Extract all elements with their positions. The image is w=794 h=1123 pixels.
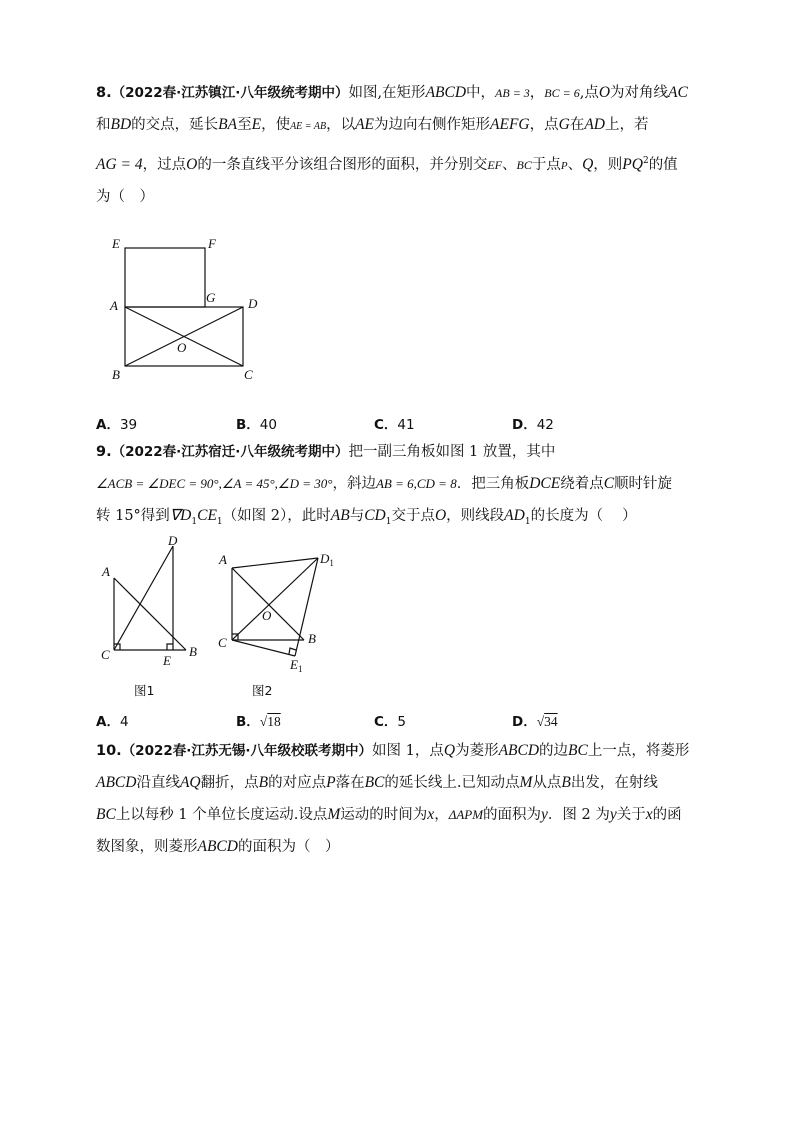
q9-math: CE: [197, 507, 217, 524]
q10-text: 运动的时间为: [340, 807, 428, 823]
q10-text: 数图象，则菱形: [96, 839, 198, 855]
option-label: A．: [96, 714, 120, 730]
q9-math: ∠ACB = ∠DEC = 90°,∠A = 45°,∠D = 30°: [96, 476, 333, 491]
q9-math: 1: [216, 516, 223, 527]
q10-text: 的面积为: [483, 807, 542, 823]
q10-math: BC: [96, 806, 116, 823]
option-value: 39: [119, 417, 138, 433]
q10-text: 如图 1，点: [372, 743, 444, 759]
fig2-label-e: E: [290, 657, 298, 672]
q8-text: 中，: [466, 85, 496, 101]
q8-text: 为（ ）: [96, 189, 154, 205]
q10-math: ABCD: [96, 774, 137, 791]
option-radicand: 18: [267, 714, 281, 729]
q10-text: 沿直线: [136, 775, 180, 791]
q9-math: AB: [330, 507, 350, 524]
q10-text: 关于: [616, 807, 646, 823]
q8-option-a[interactable]: [96, 413, 137, 433]
q8-math: P: [560, 159, 568, 172]
label-e: E: [112, 236, 120, 251]
q9-math: AB = 6,CD = 8: [375, 476, 457, 491]
option-value: 41: [397, 417, 415, 433]
q9-option-c[interactable]: [374, 710, 406, 730]
q9-option-b[interactable]: [236, 710, 281, 730]
q8-text: 、: [567, 156, 583, 173]
q9-math: 1: [191, 516, 198, 527]
q10-math: ΔAPM: [448, 807, 484, 822]
q8-math: G: [558, 116, 570, 133]
q8-text: 为边向右侧作矩形: [374, 117, 491, 133]
fig1-label-e: E: [163, 653, 171, 668]
q8-math: AB = 3: [495, 86, 530, 100]
q10-text: 的延长线上.已知动点: [384, 775, 520, 791]
q9-figure-1: [96, 532, 206, 704]
q8-math: AE: [355, 116, 375, 133]
q8-math: BC: [516, 157, 532, 172]
q10-text: 的面积为（ ）: [237, 839, 340, 855]
q9-text: ．把三角板: [456, 476, 530, 492]
q8-option-d[interactable]: [512, 413, 554, 433]
q10-text: 落在: [335, 775, 365, 791]
fig2-label-a: A: [219, 552, 227, 567]
q10-math: B: [561, 774, 571, 791]
q10-math: M: [327, 806, 341, 823]
q10-math: y: [609, 806, 617, 823]
q10-math: BC: [364, 774, 385, 791]
option-label: A．: [96, 417, 120, 433]
q8-text: 的值: [648, 156, 678, 173]
q10-text: 翻折，点: [200, 775, 259, 791]
q10-text: 上一点，将菱形: [587, 743, 690, 759]
q10-text: ．图 2 为: [547, 807, 610, 823]
q8-line-4: [96, 188, 154, 206]
q9-line-3: [96, 507, 637, 531]
fig2-label-d: D: [320, 551, 330, 566]
q8-text: ，使: [261, 117, 291, 133]
q10-line-4: [96, 838, 339, 856]
label-c: C: [244, 367, 253, 382]
q8-math: AEFG: [490, 116, 530, 133]
q8-math: AG = 4: [96, 155, 143, 173]
q8-text: ，: [529, 85, 545, 101]
fig1-label-b: B: [189, 644, 197, 659]
seg-ce1: [232, 640, 295, 656]
q8-figure: [100, 230, 270, 386]
seg-ab: [114, 578, 186, 650]
q9-figure-2: [212, 540, 352, 704]
fig2-label-c: C: [218, 635, 227, 650]
q8-text: ，点: [529, 117, 559, 133]
q8-text: 的一条直线平分该组合图形的面积，并分别交: [197, 156, 488, 173]
q8-option-b[interactable]: [236, 413, 277, 433]
q8-math: AD: [584, 116, 606, 133]
q8-math: BA: [218, 116, 238, 133]
q9-text: 顺时针旋: [614, 476, 673, 492]
label-o: O: [177, 340, 187, 355]
q9-text: 把一副三角板如图 1 放置，其中: [348, 444, 556, 460]
option-value: √34: [536, 714, 558, 729]
q8-math: O: [186, 155, 198, 173]
option-label: D．: [512, 417, 537, 433]
q10-math: B: [258, 774, 269, 791]
option-value: √18: [259, 714, 281, 729]
q9-math: ∇D: [169, 507, 192, 524]
q9-math: O: [434, 507, 447, 524]
fig2-label-d1: [319, 551, 334, 568]
q9-math: CD: [364, 507, 386, 524]
right-angle-e1: [289, 648, 296, 654]
q10-line-3: [96, 806, 682, 824]
q9-text: ，斜边: [332, 476, 376, 492]
q8-math: EF: [487, 157, 502, 172]
label-g: G: [206, 290, 216, 305]
option-label: C．: [374, 714, 398, 730]
seg-cd1: [232, 558, 318, 640]
q8-math: BD: [110, 116, 132, 133]
q10-text: 从点: [532, 775, 562, 791]
q10-text: 的边: [539, 743, 569, 759]
q10-math: ABCD: [498, 742, 540, 759]
q9-math: AD: [504, 507, 525, 524]
q10-text: 的函: [652, 807, 682, 823]
q8-text: 、: [502, 156, 517, 173]
fig2-label-d1-sub: 1: [329, 558, 334, 568]
q8-source: （2022春·江苏镇江·八年级统考期中）: [111, 85, 349, 101]
q8-text: 如图,在矩形: [348, 85, 426, 101]
q8-text: 至: [237, 117, 252, 133]
q8-number: 8.: [96, 85, 112, 101]
fig2-label-e1: [289, 657, 302, 674]
q10-math: y: [541, 806, 548, 823]
fig2-label-b: B: [308, 631, 316, 646]
fig2-caption: 图2: [252, 683, 273, 698]
fig1-caption: 图1: [134, 683, 155, 698]
q10-math: M: [519, 774, 533, 791]
option-value: 42: [536, 417, 554, 433]
q10-number: 10.: [96, 743, 122, 759]
q8-math: PQ: [622, 155, 643, 173]
fig1-label-d: D: [168, 533, 178, 548]
q10-text: 上以每秒 1 个单位长度运动.设点: [115, 807, 328, 823]
q8-math: AC: [668, 84, 688, 101]
q8-text: ,点: [579, 85, 599, 101]
q10-text: ，: [434, 807, 449, 823]
q9-text: 绕着点: [560, 476, 604, 492]
q9-text: 交于点: [391, 508, 435, 524]
q9-text: （如图 2），此时: [222, 508, 331, 524]
option-label: C．: [374, 417, 398, 433]
q8-text: ，过点: [142, 156, 187, 173]
option-radicand: 34: [544, 714, 558, 729]
label-f: F: [208, 236, 216, 251]
q9-number: 9.: [96, 444, 112, 460]
q8-math: Q: [582, 155, 594, 173]
option-value: 4: [119, 714, 129, 730]
fig1-label-a: A: [102, 564, 110, 579]
q8-text: 和: [96, 117, 111, 133]
q10-math: P: [326, 774, 336, 791]
q10-math: AQ: [179, 774, 201, 791]
option-value: 40: [259, 417, 277, 433]
q10-line-2: [96, 774, 658, 792]
q9-text: 与: [349, 508, 365, 524]
q8-text: ，则: [593, 156, 623, 173]
q9-line-1: [96, 443, 555, 461]
q9-math: 1: [385, 516, 392, 527]
q10-math: BC: [568, 742, 588, 759]
q8-line-1: [96, 84, 688, 102]
q9-option-d[interactable]: [512, 710, 558, 730]
label-d: D: [248, 296, 258, 311]
q9-text: 的长度为（ ）: [530, 508, 637, 524]
seg-dc: [114, 546, 173, 650]
q8-option-c[interactable]: [374, 413, 415, 433]
q9-line-2: [96, 475, 672, 493]
fig2-label-e1-sub: 1: [297, 664, 303, 674]
q10-text: 出发，在射线: [570, 775, 658, 791]
q8-math: O: [598, 84, 611, 101]
q8-text: 为对角线: [610, 85, 669, 101]
rect-aefg: [125, 248, 205, 307]
fig2-label-o: O: [262, 608, 272, 623]
q10-line-1: [96, 742, 689, 760]
q9-math: C: [603, 475, 615, 492]
q8-line-3: [96, 152, 678, 175]
q9-source: （2022春·江苏宿迁·八年级统考期中）: [111, 444, 349, 460]
q8-text: 在: [569, 117, 585, 133]
q8-line-2: [96, 116, 649, 136]
seg-ad1: [232, 558, 318, 568]
option-label: B．: [236, 714, 260, 730]
q8-math: ABCD: [425, 84, 467, 101]
q8-text: ，以: [326, 117, 356, 133]
q8-text: 上，若: [605, 117, 649, 133]
q8-math: 2: [642, 156, 649, 166]
option-label: B．: [236, 417, 260, 433]
label-b: B: [112, 367, 120, 382]
q10-math: ABCD: [197, 838, 238, 855]
q9-option-a[interactable]: [96, 710, 129, 730]
q9-math: DCE: [529, 475, 561, 492]
q8-math: BC = 6: [544, 86, 580, 100]
q8-math: AE = AB: [290, 121, 327, 132]
q8-text: 于点: [531, 156, 561, 173]
q10-text: 为菱形: [455, 743, 499, 759]
q9-text: ，则线段: [446, 508, 505, 524]
q10-text: 的对应点: [268, 775, 327, 791]
right-angle-e: [167, 644, 173, 650]
option-label: D．: [512, 714, 537, 730]
q9-math: 1: [524, 516, 531, 527]
q10-math: x: [427, 806, 435, 823]
label-a: A: [110, 298, 118, 313]
q8-text: 的交点，延长: [131, 117, 219, 133]
q8-math: E: [251, 116, 262, 133]
fig1-label-c: C: [101, 647, 110, 662]
option-value: 5: [397, 714, 407, 730]
q10-source: （2022春·江苏无锡·八年级校联考期中）: [121, 743, 373, 759]
q10-math: Q: [443, 742, 456, 759]
q9-text: 转 15°得到: [96, 508, 170, 524]
q10-math: x: [645, 806, 653, 823]
